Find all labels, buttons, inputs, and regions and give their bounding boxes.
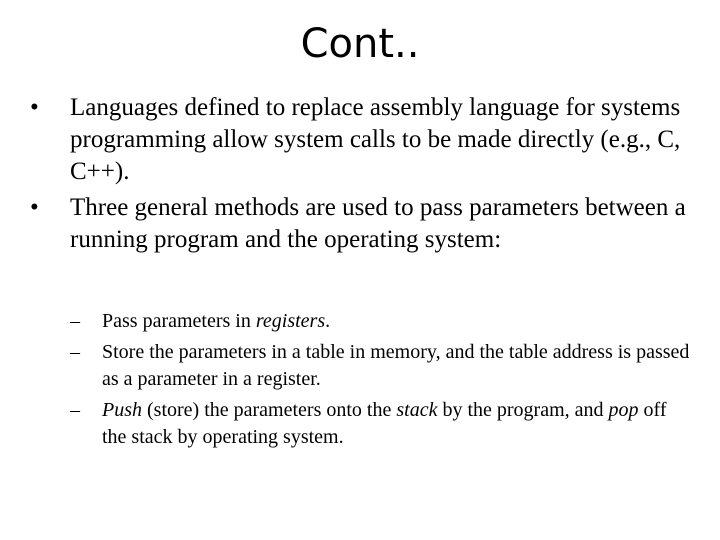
slide-title: Cont.. — [300, 21, 420, 67]
sub-bullet-marker: – — [70, 399, 80, 421]
sub-bullet-item — [70, 308, 690, 335]
text-segment-italic: stack — [396, 399, 438, 421]
sub-bullet-item — [70, 339, 690, 393]
text-segment-italic: Push — [102, 399, 142, 421]
bullet-marker: • — [30, 94, 39, 121]
bullet-item — [28, 92, 696, 188]
text-segment: off the stack by operating system. — [102, 399, 667, 448]
sub-bullet-list — [70, 308, 690, 455]
sub-bullet-text — [102, 341, 689, 390]
text-segment: Store the parameters in a table in memory, and the table address is passed as a parameter in a register. — [102, 341, 690, 390]
text-segment-italic: registers — [255, 310, 326, 332]
sub-bullet-marker: – — [70, 341, 80, 363]
sub-bullet-item — [70, 397, 690, 451]
bullet-text: Languages defined to replace assembly language for systems programming allow system calls to be made directly (e.g., C, C++). — [70, 94, 681, 185]
text-segment: . — [325, 310, 331, 332]
sub-bullet-marker: – — [70, 310, 80, 332]
text-segment-italic: pop — [608, 399, 639, 421]
sub-bullet-text — [102, 399, 667, 448]
sub-bullet-text — [102, 310, 330, 332]
bullet-item — [28, 192, 696, 256]
bullet-marker: • — [30, 194, 39, 221]
text-segment: by the program, and — [437, 399, 609, 421]
text-segment: (store) the parameters onto the — [142, 399, 397, 421]
bullet-list — [28, 92, 696, 260]
bullet-text: Three general methods are used to pass parameters between a running program and the operating system: — [70, 194, 686, 253]
text-segment: Pass parameters in — [102, 310, 256, 332]
